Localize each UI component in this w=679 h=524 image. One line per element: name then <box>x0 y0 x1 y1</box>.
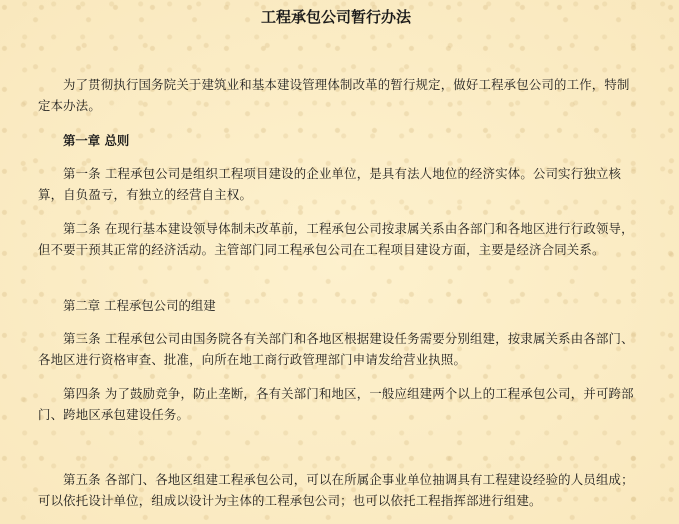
page-title: 工程承包公司暂行办法 <box>260 8 411 26</box>
article-5: 第五条 各部门、各地区组建工程承包公司，可以在所属企事业单位抽调具有工程建设经验的人员组成；可以依托设计单位，组成以设计为主体的工程承包公司；也可以依托工程指挥部进行组建。 <box>38 472 634 508</box>
article-3: 第三条 工程承包公司由国务院各有关部门和各地区根据建设任务需要分别组建，按隶属关系由各部门、各地区进行资格审查、批准，向所在地工商行政管理部门申请发给营业执照。 <box>38 331 634 367</box>
article-4: 第四条 为了鼓励竞争，防止垄断，各有关部门和地区，一般应组建两个以上的工程承包公司，并可跨部门、跨地区承包建设任务。 <box>38 386 634 422</box>
chapter-2-heading: 第二章 工程承包公司的组建 <box>63 298 216 313</box>
article-1: 第一条 工程承包公司是组织工程项目建设的企业单位，是具有法人地位的经济实体。公司实行独立核算，自负盈亏，有独立的经营自主权。 <box>38 166 622 202</box>
chapter-1-heading: 第一章 总则 <box>63 133 130 148</box>
article-2: 第二条 在现行基本建设领导体制未改革前，工程承包公司按隶属关系由各部门和各地区进行行政领导，但不要干预其正常的经济活动。主管部门同工程承包公司在工程项目建设方面，主要是经济合同关系。 <box>38 221 634 257</box>
intro-paragraph: 为了贯彻执行国务院关于建筑业和基本建设管理体制改革的暂行规定，做好工程承包公司的工作，特制定本办法。 <box>38 77 630 113</box>
